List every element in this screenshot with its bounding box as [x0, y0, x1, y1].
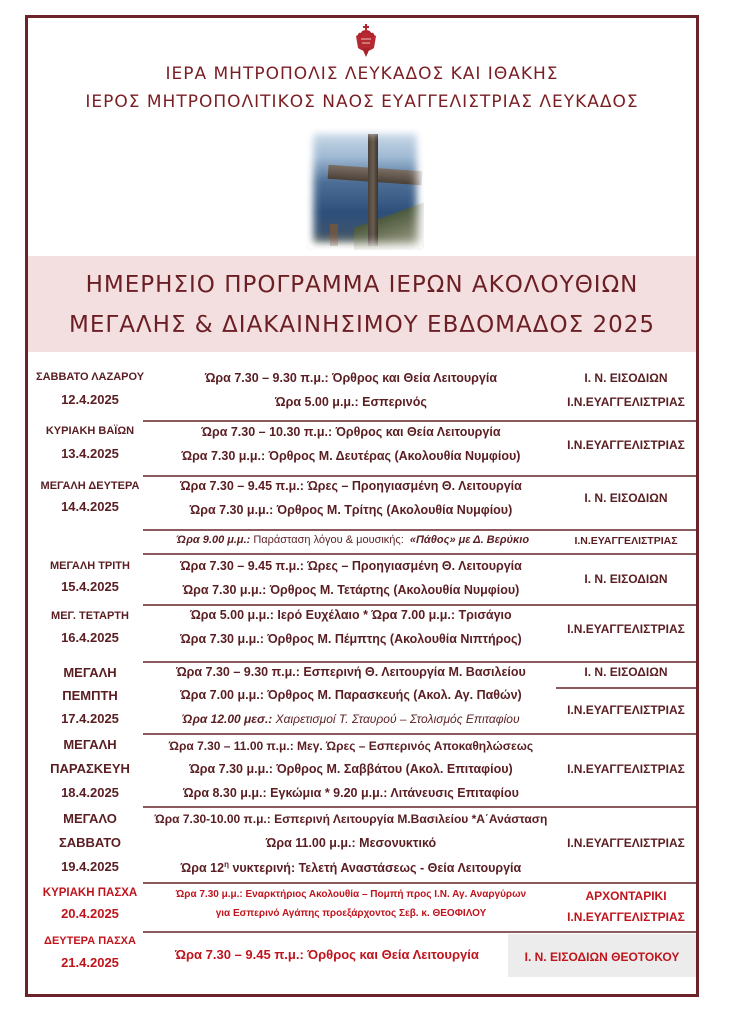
day-label: ΜΕΓ. ΤΕΤΑΡΤΗ [51, 610, 129, 622]
service-suffix: νυκτερινή: Τελετή Αναστάσεως - Θεία Λειτουργία [228, 861, 522, 876]
day-label: ΚΥΡΙΑΚΗ ΒΑΪΩΝ [45, 425, 135, 437]
service-time: Ώρα 12.00 μεσ.: [182, 712, 273, 726]
day-label: ΜΕΓΑΛΗ [63, 665, 117, 680]
day-label: ΜΕΓΑΛΗ [63, 737, 117, 752]
date-label: 20.4.2025 [61, 906, 119, 921]
location-label: Ι.Ν.ΕΥΑΓΓΕΛΙΣΤΡΙΑΣ [567, 703, 685, 717]
service-description: Χαιρετισμοί Τ. Σταυρού – Στολισμός Επιταφίου [272, 712, 520, 726]
service-line: Ώρα 7.30 – 9.45 π.μ.: Όρθρος και Θεία Λειτουργία [175, 947, 479, 962]
location-label: Ι. Ν. ΕΙΣΟΔΙΩΝ [584, 371, 668, 385]
day-label: ΜΕΓΑΛΟ [63, 811, 117, 826]
page-title-line2: ΜΕΓΑΛΗΣ & ΔΙΑΚΑΙΝΗΣΙΜΟΥ ΕΒΔΟΜΑΔΟΣ 2025 [69, 312, 655, 338]
service-line: Ώρα 7.30 – 11.00 π.μ.: Μεγ. Ώρες – Εσπερινός Αποκαθηλώσεως [168, 739, 534, 753]
cell-divider [556, 687, 696, 689]
event-time: Ώρα 9.00 μ.μ.: [176, 534, 251, 546]
service-line: για Εσπερινό Αγάπης προεξάρχοντος Σεβ. κ. ΘΕΟΦΙΛΟΥ [215, 908, 487, 919]
service-line: Ώρα 7.30 μ.μ.: Εναρκτήριος Ακολουθία – Πομπή προς Ι.Ν. Αγ. Αναργύρων [175, 889, 527, 900]
service-line [146, 712, 556, 726]
service-line: Ώρα 7.30-10.00 π.μ.: Εσπερινή Λειτουργία Μ.Βασιλείου *Α΄Ανάσταση [154, 812, 548, 826]
service-line: Ώρα 5.00 μ.μ.: Ιερό Ευχέλαιο * Ώρα 7.00 μ.μ.: Τρισάγιο [190, 608, 512, 622]
date-label: 17.4.2025 [61, 711, 119, 726]
day-label: ΜΕΓΑΛΗ ΤΡΙΤΗ [50, 560, 130, 572]
location-label: ΑΡΧΟΝΤΑΡΙΚΙ [585, 889, 667, 903]
date-label: 13.4.2025 [61, 446, 119, 461]
service-line: Ώρα 11.00 μ.μ.: Μεσονυκτικό [265, 836, 437, 850]
row-divider [143, 733, 696, 735]
location-label: Ι.Ν.ΕΥΑΓΓΕΛΙΣΤΡΙΑΣ [567, 910, 685, 924]
row-divider [143, 553, 696, 555]
day-label: ΣΑΒΒΑΤΟ ΛΑΖΑΡΟΥ [36, 371, 145, 383]
metropolis-name: ΙΕΡΑ ΜΗΤΡΟΠΟΛΙΣ ΛΕΥΚΑΔΟΣ ΚΑΙ ΙΘΑΚΗΣ [165, 64, 559, 84]
service-line: Ώρα 7.30 μ.μ.: Όρθρος Μ. Τρίτης (Ακολουθία Νυμφίου) [189, 503, 513, 517]
service-prefix: Ώρα 12 [180, 861, 225, 876]
service-line: Ώρα 7.30 – 10.30 π.μ.: Όρθρος και Θεία Λειτουργία [201, 425, 501, 439]
row-divider [143, 882, 696, 884]
location-label: Ι.Ν.ΕΥΑΓΓΕΛΙΣΤΡΙΑΣ [567, 622, 685, 636]
location-label: Ι. Ν. ΕΙΣΟΔΙΩΝ [584, 572, 668, 586]
location-label: Ι.Ν.ΕΥΑΓΓΕΛΙΣΤΡΙΑΣ [567, 395, 685, 409]
date-label: 12.4.2025 [61, 392, 119, 407]
location-label: Ι. Ν. ΕΙΣΟΔΙΩΝ [584, 491, 668, 505]
date-label: 19.4.2025 [61, 859, 119, 874]
row-divider [143, 420, 696, 422]
ordinal-suffix: η [224, 860, 229, 869]
location-label: Ι. Ν. ΕΙΣΟΔΙΩΝ [584, 665, 668, 679]
row-divider [143, 604, 696, 606]
row-divider [143, 806, 696, 808]
date-label: 14.4.2025 [61, 499, 119, 514]
page-title-line1: ΗΜΕΡΗΣΙΟ ΠΡΟΓΡΑΜΜΑ ΙΕΡΩΝ ΑΚΟΛΟΥΘΙΩΝ [85, 272, 639, 298]
date-label: 21.4.2025 [61, 955, 119, 970]
service-line: Ώρα 5.00 μ.μ.: Εσπερινός [275, 395, 427, 409]
date-label: 15.4.2025 [61, 579, 119, 594]
cross-photo [306, 126, 424, 250]
event-description: Παράσταση λόγου & μουσικής: [250, 534, 404, 546]
double-headed-eagle-icon [354, 24, 378, 58]
date-label: 16.4.2025 [61, 630, 119, 645]
cathedral-name: ΙΕΡΟΣ ΜΗΤΡΟΠΟΛΙΤΙΚΟΣ ΝΑΟΣ ΕΥΑΓΓΕΛΙΣΤΡΙΑΣ ΛΕΥΚΑΔΟΣ [85, 92, 639, 112]
service-line: Ώρα 7.30 μ.μ.: Όρθρος Μ. Τετάρτης (Ακολουθία Νυμφίου) [182, 583, 520, 597]
service-line: Ώρα 7.00 μ.μ.: Όρθρος Μ. Παρασκευής (Ακολ. Αγ. Παθών) [180, 688, 522, 702]
event-title: «Πάθος» με Δ. Βερύκιο [409, 534, 530, 546]
event-line [148, 534, 558, 546]
row-divider [143, 529, 696, 531]
service-line: Ώρα 7.30 μ.μ.: Όρθρος Μ. Δευτέρας (Ακολουθία Νυμφίου) [181, 449, 521, 463]
day-label: ΔΕΥΤΕΡΑ ΠΑΣΧΑ [44, 935, 136, 947]
day-label: ΠΑΡΑΣΚΕΥΗ [50, 761, 130, 776]
service-line: Ώρα 8.30 μ.μ.: Εγκώμια * 9.20 μ.μ.: Λιτάνευσις Επιταφίου [183, 786, 519, 800]
location-label: Ι.Ν.ΕΥΑΓΓΕΛΙΣΤΡΙΑΣ [567, 762, 685, 776]
location-label: Ι.Ν.ΕΥΑΓΓΕΛΙΣΤΡΙΑΣ [567, 836, 685, 850]
day-label: ΚΥΡΙΑΚΗ ΠΑΣΧΑ [42, 887, 138, 899]
service-line [146, 860, 556, 875]
day-label: ΣΑΒΒΑΤΟ [58, 835, 122, 850]
row-divider [143, 931, 696, 933]
date-label: 18.4.2025 [61, 785, 119, 800]
day-label: ΜΕΓΑΛΗ ΔΕΥΤΕΡΑ [40, 480, 140, 492]
service-line: Ώρα 7.30 μ.μ.: Όρθρος Μ. Σαββάτου (Ακολ. Επιταφίου) [189, 762, 513, 776]
service-line: Ώρα 7.30 – 9.30 π.μ.: Όρθρος και Θεία Λειτουργία [204, 371, 498, 385]
location-label: Ι. Ν. ΕΙΣΟΔΙΩΝ ΘΕΟΤΟΚΟΥ [524, 950, 680, 964]
title-banner [28, 256, 696, 352]
location-label: Ι.Ν.ΕΥΑΓΓΕΛΙΣΤΡΙΑΣ [574, 535, 678, 547]
day-label: ΠΕΜΠΤΗ [62, 688, 118, 703]
service-line: Ώρα 7.30 – 9.30 π.μ.: Εσπερινή Θ. Λειτουργία Μ. Βασιλείου [176, 665, 526, 679]
row-divider [143, 475, 696, 477]
service-line: Ώρα 7.30 – 9.45 π.μ.: Ώρες – Προηγιασμένη Θ. Λειτουργία [180, 559, 522, 573]
row-divider [143, 661, 696, 663]
service-line: Ώρα 7.30 μ.μ.: Όρθρος Μ. Πέμπτης (Ακολουθία Νιπτήρος) [180, 632, 522, 646]
location-label: Ι.Ν.ΕΥΑΓΓΕΛΙΣΤΡΙΑΣ [567, 438, 685, 452]
service-line: Ώρα 7.30 – 9.45 π.μ.: Ώρες – Προηγιασμένη Θ. Λειτουργία [180, 479, 522, 493]
